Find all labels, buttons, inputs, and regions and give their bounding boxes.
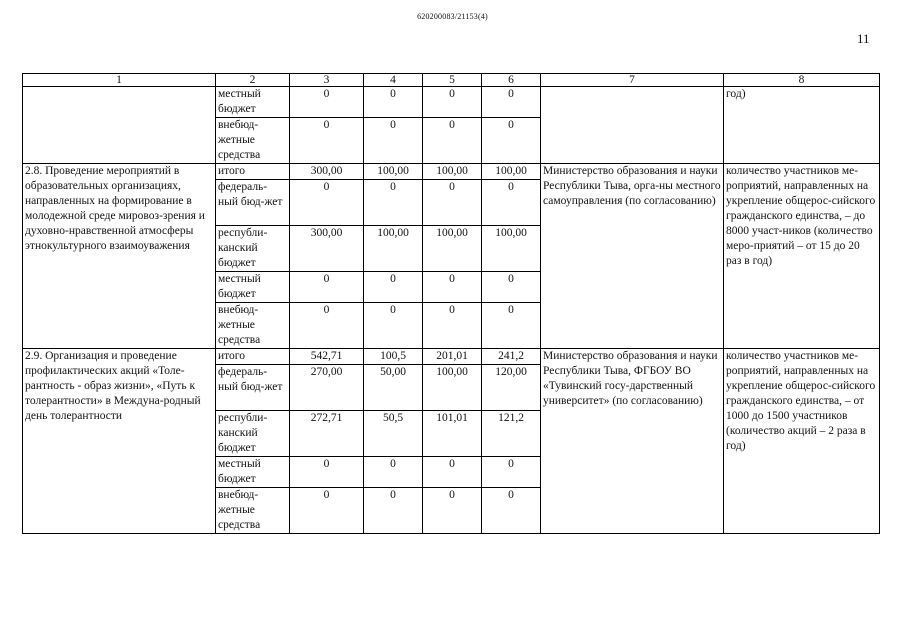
value-cell: 0 bbox=[423, 87, 482, 118]
value-cell: 0 bbox=[364, 87, 423, 118]
value-cell: 120,00 bbox=[482, 365, 541, 411]
value-cell: 0 bbox=[482, 87, 541, 118]
fund-source: местный бюджет bbox=[216, 87, 290, 118]
fund-source: федераль-ный бюд-жет bbox=[216, 180, 290, 226]
value-cell: 0 bbox=[423, 180, 482, 226]
fund-source: итого bbox=[216, 164, 290, 180]
value-cell: 0 bbox=[482, 272, 541, 303]
col-header: 7 bbox=[541, 74, 724, 87]
empty-cell bbox=[23, 87, 216, 164]
value-cell: 0 bbox=[482, 180, 541, 226]
value-cell: 121,2 bbox=[482, 411, 541, 457]
col-header: 1 bbox=[23, 74, 216, 87]
value-cell: 100,5 bbox=[364, 349, 423, 365]
indicator-cell: количество участников ме-роприятий, направленных на укрепление общерос-сийского гражданского единства, – до 8000 участ-ников (количество меро-приятий – от 15 до 20 раз в год) bbox=[724, 164, 880, 349]
value-cell: 0 bbox=[364, 457, 423, 488]
value-cell: 300,00 bbox=[290, 164, 364, 180]
value-cell: 100,00 bbox=[482, 164, 541, 180]
value-cell: 0 bbox=[423, 488, 482, 534]
fund-source: внебюд-жетные средства bbox=[216, 488, 290, 534]
col-header: 5 bbox=[423, 74, 482, 87]
fund-source: местный бюджет bbox=[216, 457, 290, 488]
value-cell: 0 bbox=[364, 180, 423, 226]
value-cell: 100,00 bbox=[423, 226, 482, 272]
value-cell: 100,00 bbox=[482, 226, 541, 272]
value-cell: 0 bbox=[482, 457, 541, 488]
executor-cell: Министерство образования и науки Республики Тыва, ФГБОУ ВО «Тувинский госу-дарственный университет» (по согласованию) bbox=[541, 349, 724, 534]
fund-source: местный бюджет bbox=[216, 272, 290, 303]
value-cell: 0 bbox=[290, 303, 364, 349]
fund-source: внебюд-жетные средства bbox=[216, 303, 290, 349]
value-cell: 0 bbox=[290, 118, 364, 164]
fund-source: республи-канский бюджет bbox=[216, 411, 290, 457]
activity-name: 2.8. Проведение мероприятий в образовательных организациях, направленных на формирование в молодежной среде мировоз-зрения и духовно-нравственной атмосферы этнокультурного взаимоуважения bbox=[23, 164, 216, 349]
empty-cell bbox=[541, 87, 724, 164]
col-header: 6 bbox=[482, 74, 541, 87]
value-cell: 100,00 bbox=[423, 365, 482, 411]
value-cell: 270,00 bbox=[290, 365, 364, 411]
table-row bbox=[23, 349, 880, 365]
value-cell: 0 bbox=[364, 118, 423, 164]
value-cell: 0 bbox=[290, 272, 364, 303]
col-header: 2 bbox=[216, 74, 290, 87]
value-cell: 0 bbox=[423, 457, 482, 488]
col-header: 4 bbox=[364, 74, 423, 87]
fund-source: внебюд-жетные средства bbox=[216, 118, 290, 164]
value-cell: 241,2 bbox=[482, 349, 541, 365]
value-cell: 50,00 bbox=[364, 365, 423, 411]
value-cell: 0 bbox=[423, 303, 482, 349]
table-row bbox=[23, 164, 880, 180]
value-cell: 542,71 bbox=[290, 349, 364, 365]
value-cell: 0 bbox=[364, 488, 423, 534]
value-cell: 0 bbox=[482, 118, 541, 164]
value-cell: 100,00 bbox=[364, 164, 423, 180]
value-cell: 0 bbox=[290, 87, 364, 118]
program-table bbox=[22, 73, 880, 534]
value-cell: 50,5 bbox=[364, 411, 423, 457]
value-cell: 201,01 bbox=[423, 349, 482, 365]
header-row bbox=[23, 74, 880, 87]
document-id: 620200083/21153(4) bbox=[417, 12, 488, 21]
executor-cell: Министерство образования и науки Республики Тыва, орга-ны местного самоуправления (по согласованию) bbox=[541, 164, 724, 349]
value-cell: 0 bbox=[364, 272, 423, 303]
value-cell: 0 bbox=[423, 118, 482, 164]
table-row bbox=[23, 87, 880, 118]
value-cell: 0 bbox=[364, 303, 423, 349]
fund-source: республи-канский бюджет bbox=[216, 226, 290, 272]
value-cell: 0 bbox=[423, 272, 482, 303]
fund-source: итого bbox=[216, 349, 290, 365]
value-cell: 300,00 bbox=[290, 226, 364, 272]
col-header: 8 bbox=[724, 74, 880, 87]
value-cell: 272,71 bbox=[290, 411, 364, 457]
value-cell: 0 bbox=[482, 303, 541, 349]
value-cell: 0 bbox=[290, 488, 364, 534]
value-cell: 0 bbox=[290, 457, 364, 488]
activity-name: 2.9. Организация и проведение профилактических акций «Толе-рантность - образ жизни», «Путь к толерантности» в Междуна-родный день толерантности bbox=[23, 349, 216, 534]
col-header: 3 bbox=[290, 74, 364, 87]
page-number: 11 bbox=[857, 31, 870, 46]
fund-source: федераль-ный бюд-жет bbox=[216, 365, 290, 411]
value-cell: 0 bbox=[482, 488, 541, 534]
indicator-cell: год) bbox=[724, 87, 880, 164]
indicator-cell: количество участников ме-роприятий, направленных на укрепление общерос-сийского гражданского единства, – от 1000 до 1500 участников (количество акций – 2 раза в год) bbox=[724, 349, 880, 534]
value-cell: 100,00 bbox=[423, 164, 482, 180]
value-cell: 100,00 bbox=[364, 226, 423, 272]
value-cell: 101,01 bbox=[423, 411, 482, 457]
value-cell: 0 bbox=[290, 180, 364, 226]
